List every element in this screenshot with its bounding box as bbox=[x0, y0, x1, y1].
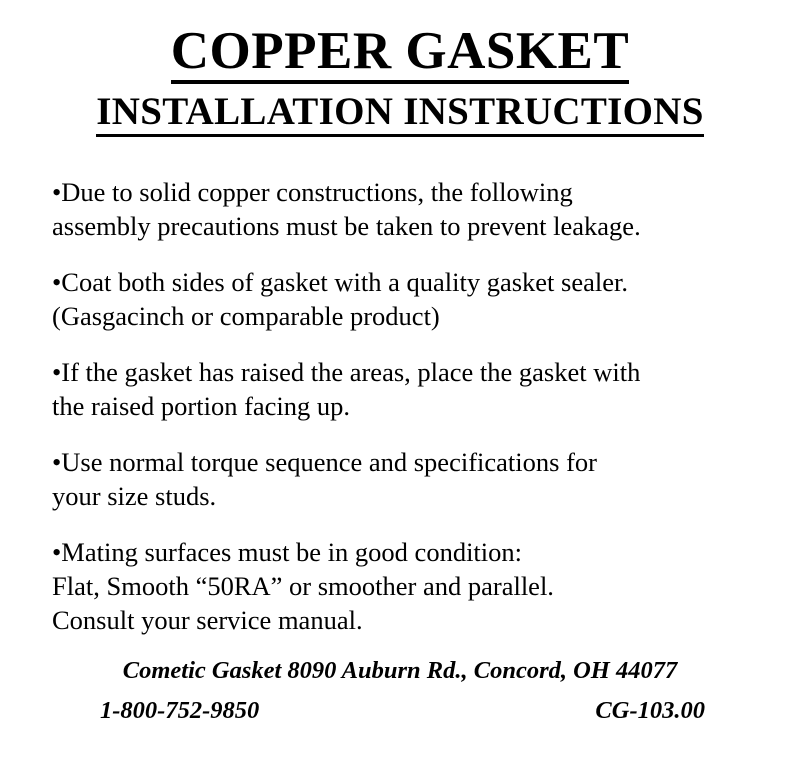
document-title-block bbox=[50, 0, 750, 137]
page-subtitle: INSTALLATION INSTRUCTIONS bbox=[96, 92, 703, 137]
instruction-item bbox=[52, 445, 750, 514]
instruction-line: assembly precautions must be taken to prevent leakage. bbox=[52, 211, 641, 242]
instruction-line: the raised portion facing up. bbox=[52, 391, 351, 422]
page-title: COPPER GASKET bbox=[171, 24, 630, 84]
part-number: CG-103.00 bbox=[595, 697, 705, 724]
instruction-line: •Mating surfaces must be in good condition: bbox=[52, 536, 523, 567]
instruction-line: •If the gasket has raised the areas, place the gasket with bbox=[52, 356, 641, 387]
instruction-line: •Coat both sides of gasket with a quality gasket sealer. bbox=[52, 266, 628, 297]
instruction-item bbox=[52, 535, 750, 638]
instruction-line: Consult your service manual. bbox=[52, 605, 363, 636]
instruction-line: (Gasgacinch or comparable product) bbox=[52, 301, 440, 332]
instruction-line: •Due to solid copper constructions, the following bbox=[52, 177, 573, 208]
instruction-line: your size studs. bbox=[52, 481, 217, 512]
footer-contact-row bbox=[50, 697, 750, 725]
instruction-line: •Use normal torque sequence and specifications for bbox=[52, 446, 597, 477]
instruction-item bbox=[52, 265, 750, 334]
title-sub-wrap bbox=[50, 92, 750, 137]
document-footer bbox=[50, 657, 750, 725]
title-main-wrap bbox=[50, 24, 750, 84]
instructions-list bbox=[50, 175, 750, 638]
company-address: Cometic Gasket 8090 Auburn Rd., Concord, OH 44077 bbox=[122, 657, 678, 684]
company-phone: 1-800-752-9850 bbox=[100, 697, 260, 724]
instruction-item bbox=[52, 175, 750, 244]
instruction-line: Flat, Smooth “50RA” or smoother and parallel. bbox=[52, 570, 554, 601]
instruction-item bbox=[52, 355, 750, 424]
